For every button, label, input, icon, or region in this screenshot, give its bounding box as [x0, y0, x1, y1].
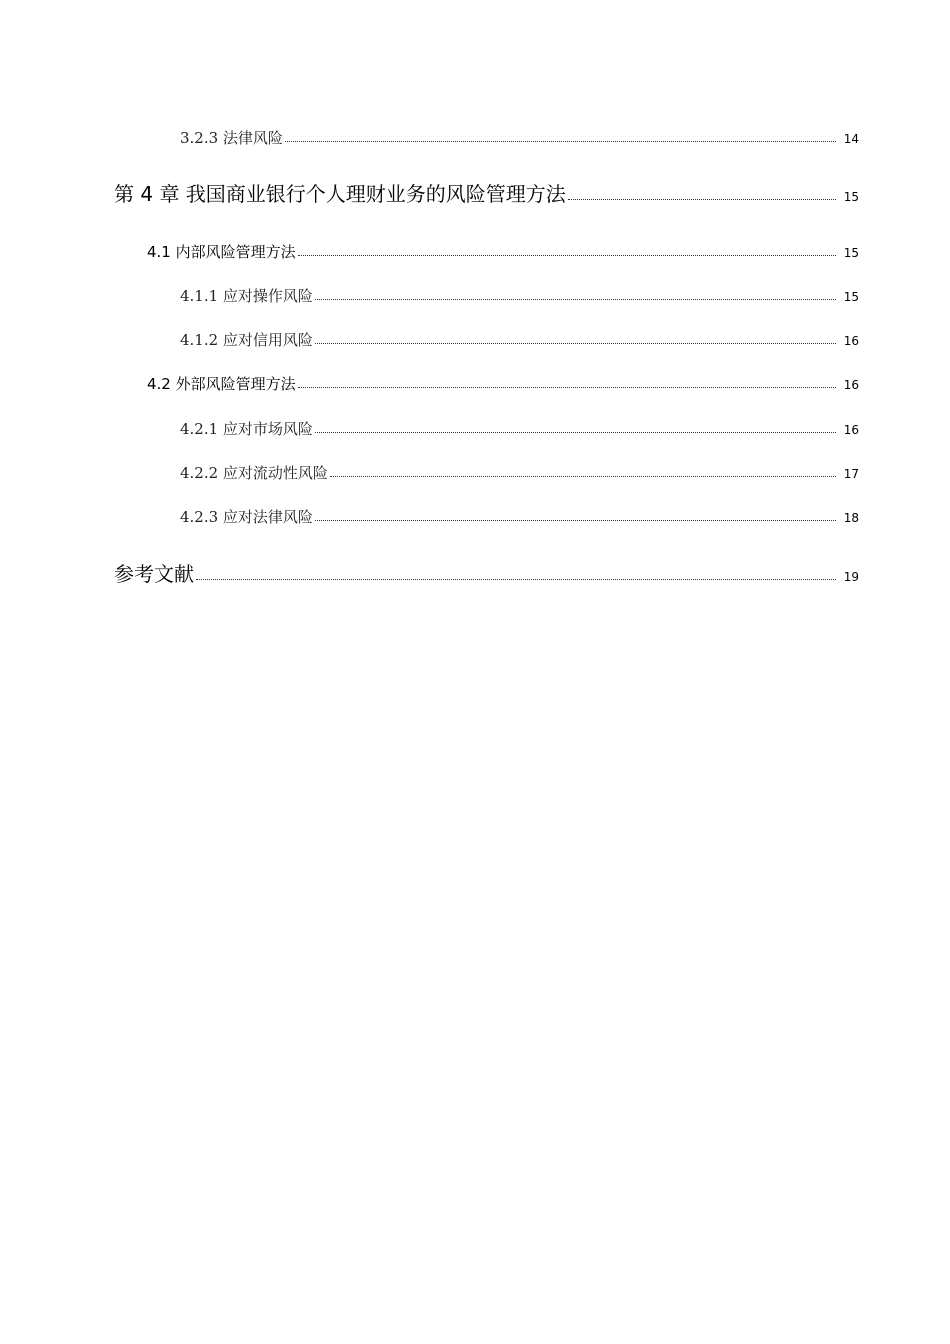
toc-entry-chapter-4[interactable] — [0, 174, 950, 204]
dot-leader — [196, 579, 836, 580]
dot-leader — [315, 432, 836, 433]
toc-entry-title: 4.1.1 应对操作风险 — [180, 287, 313, 305]
toc-entry-title: 3.2.3 法律风险 — [180, 129, 283, 147]
toc-entry-title: 4.1.2 应对信用风险 — [180, 331, 313, 349]
toc-entry-4-1[interactable] — [0, 230, 950, 260]
toc-entry-page: 19 — [843, 570, 859, 584]
dot-leader — [568, 199, 836, 200]
toc-entry-page: 15 — [843, 190, 859, 204]
toc-entry-page: 17 — [843, 467, 859, 481]
toc-entry-title: 4.1 内部风险管理方法 — [147, 243, 296, 261]
toc-entry-page: 16 — [843, 423, 859, 437]
toc-entry-page: 15 — [843, 290, 859, 304]
toc-entry-4-2[interactable] — [0, 362, 950, 392]
toc-entry-4-2-1[interactable] — [0, 407, 950, 437]
toc-entry-title: 4.2.2 应对流动性风险 — [180, 464, 328, 482]
toc-entry-4-1-1[interactable] — [0, 274, 950, 304]
toc-entry-title: 4.2.3 应对法律风险 — [180, 508, 313, 526]
toc-entry-page: 16 — [843, 378, 859, 392]
toc-entry-4-1-2[interactable] — [0, 318, 950, 348]
toc-entry-title: 第 4 章 我国商业银行个人理财业务的风险管理方法 — [114, 182, 566, 206]
dot-leader — [315, 520, 836, 521]
toc-entry-references[interactable] — [0, 554, 950, 584]
toc-entry-page: 16 — [843, 334, 859, 348]
toc-entry-title: 参考文献 — [114, 562, 194, 586]
toc-entry-title: 4.2.1 应对市场风险 — [180, 420, 313, 438]
toc-entry-3-2-3[interactable] — [0, 116, 950, 146]
dot-leader — [285, 141, 836, 142]
toc-entry-4-2-2[interactable] — [0, 451, 950, 481]
dot-leader — [298, 255, 836, 256]
dot-leader — [298, 387, 836, 388]
toc-entry-page: 15 — [843, 246, 859, 260]
toc-entry-title: 4.2 外部风险管理方法 — [147, 375, 296, 393]
dot-leader — [315, 343, 836, 344]
dot-leader — [330, 476, 836, 477]
toc-entry-page: 18 — [843, 511, 859, 525]
toc-entry-page: 14 — [843, 132, 859, 146]
dot-leader — [315, 299, 836, 300]
toc-entry-4-2-3[interactable] — [0, 495, 950, 525]
